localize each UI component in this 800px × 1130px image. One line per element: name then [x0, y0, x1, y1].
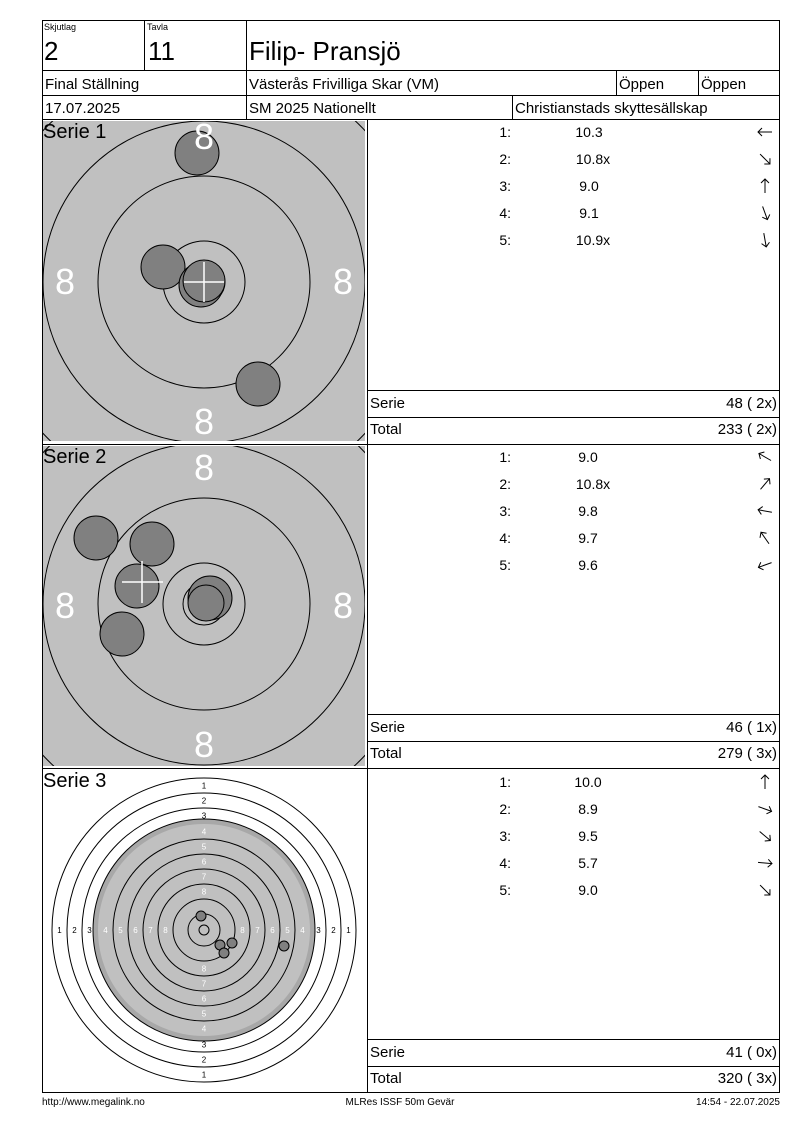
organizer-label: Christianstads skyttesällskap: [515, 100, 708, 117]
serie-row-line: [367, 1039, 780, 1040]
ring-number: 8: [54, 585, 76, 626]
shot-value: 9.5: [578, 828, 598, 844]
total-row-line: [367, 1066, 780, 1067]
total-score: 233 ( 2x): [717, 421, 777, 438]
header-divider: [42, 95, 780, 96]
footer-software: MLRes ISSF 50m Gevär: [345, 1097, 455, 1108]
shot-value: 10.8x: [575, 151, 611, 167]
header-divider: [42, 119, 780, 120]
ring-number: 8: [201, 887, 207, 897]
shot-direction-arrow-icon: [755, 880, 775, 900]
ring-number: 5: [201, 842, 207, 852]
ring-number: 7: [201, 872, 207, 882]
ring-number: 8: [193, 401, 215, 441]
ring-number: 4: [201, 1024, 207, 1034]
total-score: 279 ( 3x): [717, 745, 777, 762]
shot-number: 1:: [499, 124, 511, 140]
shot-value: 9.0: [578, 449, 598, 465]
shot-direction-arrow-icon: [755, 149, 775, 169]
shot-value: 5.7: [578, 855, 598, 871]
shot-number: 3:: [499, 828, 511, 844]
ring-number: 3: [316, 926, 321, 935]
ring-number: 2: [201, 796, 207, 806]
serie-score: 41 ( 0x): [726, 1044, 777, 1061]
ring-number: 6: [270, 926, 275, 935]
total-label: Total: [370, 745, 402, 762]
target-column-divider: [367, 119, 368, 1093]
shot-value: 9.1: [579, 205, 599, 221]
ring-number: 2: [331, 926, 336, 935]
skjutlag-value: 2: [44, 36, 59, 66]
header-divider: [144, 20, 145, 70]
serie-1-title: Serie 1: [43, 121, 107, 143]
ring-number: 1: [201, 1070, 207, 1080]
shot-direction-arrow-icon: [755, 447, 775, 467]
ring-number: 7: [148, 926, 153, 935]
shot-direction-arrow-icon: [755, 555, 775, 575]
ring-number: 8: [193, 121, 215, 157]
ring-number: 6: [133, 926, 138, 935]
shot-direction-arrow-icon: [755, 501, 775, 521]
ring-number: 8: [163, 926, 168, 935]
shot-value: 9.7: [578, 530, 598, 546]
shot-number: 2:: [499, 801, 511, 817]
ring-number: 8: [201, 964, 207, 974]
shot-direction-arrow-icon: [755, 772, 775, 792]
shot-number: 5:: [499, 882, 511, 898]
ring-number: 1: [346, 926, 351, 935]
ring-number: 4: [201, 827, 207, 837]
header-divider: [512, 95, 513, 119]
shot-number: 1:: [499, 449, 511, 465]
serie-label: Serie: [370, 395, 406, 412]
serie-row-line: [367, 390, 780, 391]
total-row-line: [367, 417, 780, 418]
ring-number: 8: [193, 447, 215, 488]
total-label: Total: [370, 1070, 402, 1087]
ring-number: 8: [240, 926, 245, 935]
serie-score: 46 ( 1x): [726, 719, 777, 736]
shot-direction-arrow-icon: [755, 826, 775, 846]
shot-number: 2:: [499, 151, 511, 167]
shot-direction-arrow-icon: [755, 799, 775, 819]
series-divider: [42, 444, 780, 445]
footer-timestamp: 14:54 - 22.07.2025: [696, 1097, 780, 1108]
serie-2-target: [43, 446, 365, 766]
shot-value: 9.0: [579, 178, 599, 194]
header-divider: [698, 70, 699, 95]
class-label-2: Öppen: [701, 76, 747, 93]
ring-number: 7: [201, 979, 207, 989]
ring-number: 8: [332, 585, 354, 626]
shot-direction-arrow-icon: [755, 528, 775, 548]
ring-number: 8: [193, 724, 215, 765]
class-label-1: Öppen: [619, 76, 665, 93]
ring-number: 2: [72, 926, 77, 935]
total-score: 320 ( 3x): [717, 1070, 777, 1087]
shot-number: 3:: [499, 503, 511, 519]
shot-direction-arrow-icon: [755, 203, 775, 223]
header-divider: [246, 20, 247, 119]
shooter-name: Filip- Pransjö: [249, 36, 401, 66]
total-label: Total: [370, 421, 402, 438]
ring-number: 4: [300, 926, 305, 935]
shot-number: 4:: [499, 855, 511, 871]
ring-number: 8: [332, 261, 354, 302]
ring-number: 6: [201, 994, 207, 1004]
shot-number: 5:: [499, 557, 511, 573]
shot-value: 9.0: [578, 882, 598, 898]
header-divider: [42, 70, 780, 71]
serie-3-target: [43, 770, 365, 1090]
ring-number: 5: [118, 926, 123, 935]
ring-number: 6: [201, 857, 207, 867]
shot-value: 9.8: [578, 503, 598, 519]
shot-direction-arrow-icon: [755, 853, 775, 873]
series-divider: [42, 768, 780, 769]
serie-label: Serie: [370, 719, 406, 736]
shot-number: 4:: [499, 530, 511, 546]
ring-number: 3: [87, 926, 92, 935]
shot-value: 8.9: [578, 801, 598, 817]
shot-number: 1:: [499, 774, 511, 790]
stage-label: Final Ställning: [45, 76, 140, 93]
serie-3-title: Serie 3: [43, 770, 107, 792]
shot-direction-arrow-icon: [755, 122, 775, 142]
shot-direction-arrow-icon: [755, 230, 775, 250]
shot-number: 5:: [499, 232, 511, 248]
club-name: Västerås Frivilliga Skar (VM): [249, 76, 440, 93]
shot-number: 4:: [499, 205, 511, 221]
tavla-value: 11: [148, 36, 175, 66]
shot-direction-arrow-icon: [755, 474, 775, 494]
ring-number: 3: [201, 1040, 207, 1050]
shot-value: 10.0: [574, 774, 602, 790]
tavla-label: Tavla: [147, 22, 169, 32]
ring-number: 1: [201, 781, 207, 791]
header-divider: [616, 70, 617, 95]
ring-number: 4: [103, 926, 108, 935]
skjutlag-label: Skjutlag: [44, 22, 77, 32]
ring-number: 8: [54, 261, 76, 302]
serie-1-target: [43, 121, 365, 441]
ring-number: 1: [57, 926, 62, 935]
serie-score: 48 ( 2x): [726, 395, 777, 412]
shot-value: 10.8x: [575, 476, 611, 492]
shot-number: 2:: [499, 476, 511, 492]
shot-value: 9.6: [578, 557, 598, 573]
shot-number: 3:: [499, 178, 511, 194]
competition-label: SM 2025 Nationellt: [249, 100, 376, 117]
total-row-line: [367, 741, 780, 742]
ring-number: 5: [201, 1009, 207, 1019]
ring-number: 2: [201, 1055, 207, 1065]
shot-value: 10.3: [575, 124, 603, 140]
ring-number: 5: [285, 926, 290, 935]
date-label: 17.07.2025: [45, 100, 121, 117]
ring-number: 3: [201, 811, 207, 821]
serie-label: Serie: [370, 1044, 406, 1061]
shot-direction-arrow-icon: [755, 176, 775, 196]
ring-number: 7: [255, 926, 260, 935]
serie-2-title: Serie 2: [43, 446, 107, 468]
footer-url[interactable]: http://www.megalink.no: [42, 1097, 145, 1108]
shot-value: 10.9x: [575, 232, 611, 248]
serie-row-line: [367, 714, 780, 715]
